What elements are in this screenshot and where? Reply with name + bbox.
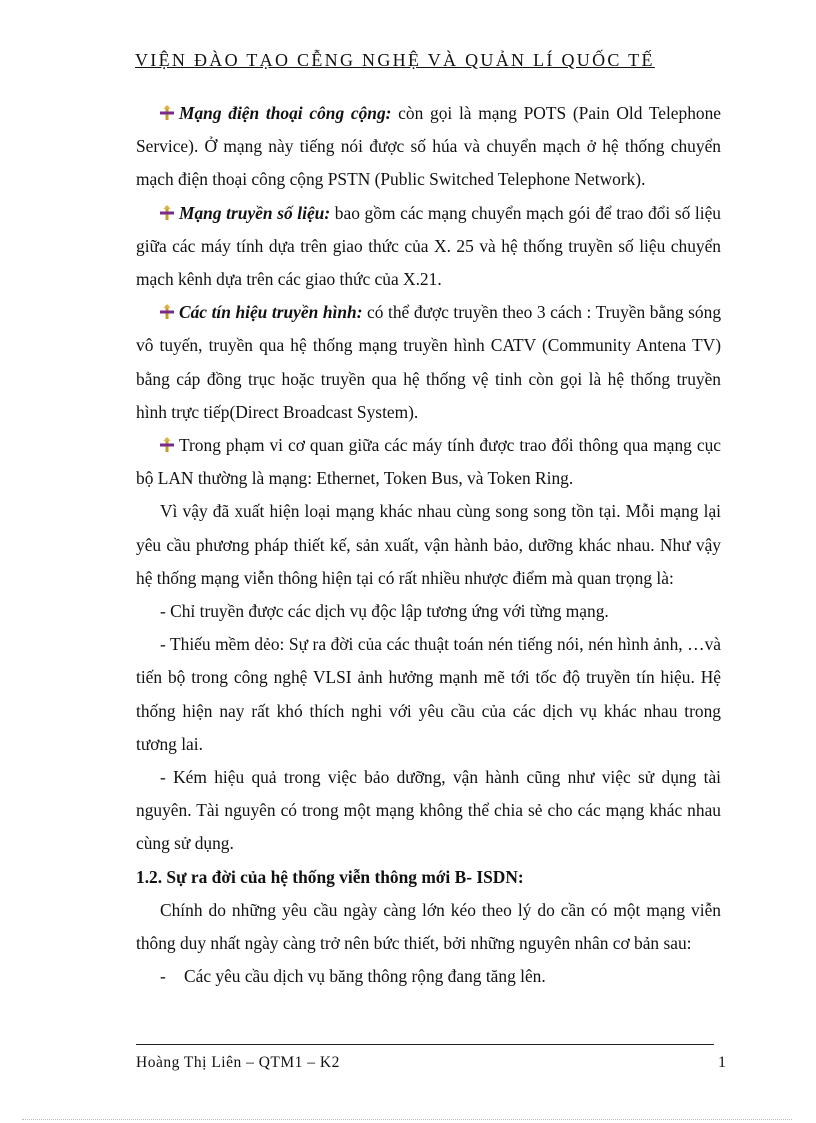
- bullet-icon: [160, 105, 174, 121]
- list-item-text: Các yêu cầu dịch vụ băng thông rộng đang tăng lên.: [184, 966, 546, 987]
- paragraph-text: bao gồm các mạng chuyển mạch gói để trao đổi số liệu giữa các máy tính dựa trên giao thức của X. 25 và hệ thống truyền số liệu chuyển mạch kênh dựa trên các giao thức của X.21.: [136, 202, 722, 290]
- paragraph-tv-signals: [136, 296, 721, 429]
- paragraph-lan: [136, 429, 721, 495]
- page-number: 1: [718, 1054, 726, 1071]
- footer-author: Hoàng Thị Liên – QTM1 – K2: [136, 1054, 340, 1071]
- paragraph-pots: [136, 97, 721, 197]
- bullet-icon: [160, 205, 174, 221]
- page-header-title: VIỆN ĐÀO TẠO CỄNG NGHỆ VÀ QUẢN LÍ QUỐC TẾ: [135, 50, 655, 70]
- bullet-icon: [160, 437, 174, 453]
- paragraph-text: Trong phạm vi cơ quan giữa các máy tính được trao đổi thông qua mạng cục bộ LAN thường là mạng: Ethernet, Token Bus, và Token Ring.: [136, 435, 721, 489]
- term-data-network: Mạng truyền số liệu:: [179, 202, 331, 223]
- document-body: [136, 97, 721, 993]
- term-tv-signals: Các tín hiệu truyền hình:: [179, 302, 363, 323]
- footer-divider: [136, 1044, 714, 1045]
- term-public-telephone-network: Mạng điện thoại công cộng:: [179, 103, 392, 123]
- list-item-broadband-demand: [136, 960, 721, 993]
- bullet-icon: [160, 304, 174, 320]
- paragraph-data-network: [136, 197, 721, 297]
- paragraph-text: có thể được truyền theo 3 cách : Truyền bằng sóng vô tuyến, truyền qua hệ thống mạng truyền hình CATV (Community Antena TV) bằng cáp đồng trục hoặc truyền qua hệ thống vệ tinh còn gọi là hệ thống truyền hình trực tiếp(Direct Broadcast System).: [136, 302, 722, 422]
- list-item-independent-services: - Chỉ truyền được các dịch vụ độc lập tương ứng với từng mạng.: [160, 601, 609, 622]
- dash-marker: -: [160, 966, 166, 987]
- paragraph-text: còn gọi là mạng POTS (Pain Old Telephone Service). Ở mạng này tiếng nói được số húa và chuyển mạch ở hệ thống chuyển mạch điện thoại công cộng PSTN (Public Switched Telephone Network).: [136, 103, 721, 190]
- list-item-inefficiency: - Kém hiệu quả trong việc bảo dưỡng, vận hành cũng như việc sử dụng tài nguyên. Tài nguyên có trong một mạng không thể chia sẻ cho các mạng khác nhau cùng sử dụng.: [136, 767, 721, 854]
- section-heading: 1.2. Sự ra đời của hệ thống viễn thông mới B- ISDN:: [136, 866, 524, 887]
- paragraph-network-drawbacks: Vì vậy đã xuất hiện loại mạng khác nhau cùng song song tồn tại. Mỗi mạng lại yêu cầu phương pháp thiết kế, sản xuất, vận hành bảo, dưỡng khác nhau. Như vậy hệ thống mạng viễn thông hiện tại có rất nhiều nhược điểm mà quan trọng là:: [136, 501, 721, 588]
- list-item-inflexibility: - Thiếu mềm dẻo: Sự ra đời của các thuật toán nén tiếng nói, nén hình ảnh, …và tiến bộ trong công nghệ VLSI ảnh hưởng mạnh mẽ tới tốc độ truyền tín hiệu. Hệ thống hiện nay rất khó thích nghi với yêu cầu của các dịch vụ khác nhau trong tương lai.: [136, 634, 721, 754]
- paragraph-bisdn-intro: Chính do những yêu cầu ngày càng lớn kéo theo lý do cần có một mạng viễn thông duy nhất ngày càng trở nên bức thiết, bởi những nguyên nhân cơ bản sau:: [136, 899, 721, 954]
- page-boundary-line: [22, 1119, 792, 1120]
